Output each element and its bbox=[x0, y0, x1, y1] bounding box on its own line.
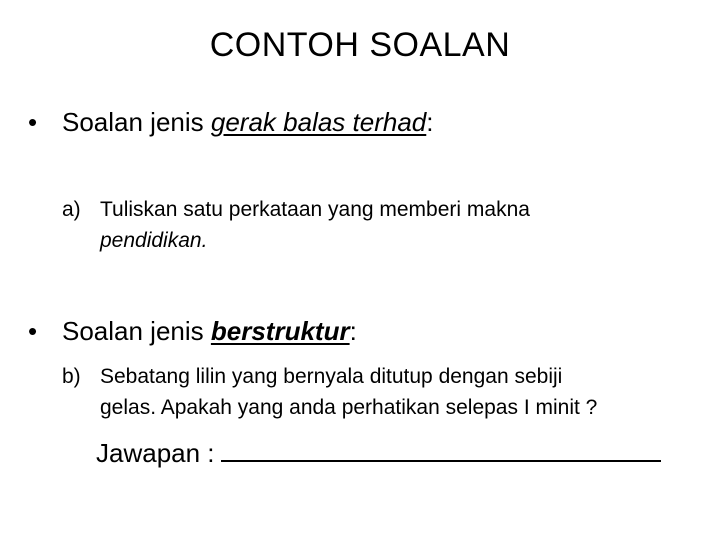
item-b-line-1: Sebatang lilin yang bernyala ditutup dengan sebiji bbox=[100, 365, 563, 388]
slide-title: CONTOH SOALAN bbox=[209, 26, 511, 64]
answer-label: Jawapan : bbox=[96, 438, 215, 468]
item-b-marker: b) bbox=[62, 365, 81, 388]
item-b-line-2: gelas. Apakah yang anda perhatikan selepas I minit ? bbox=[100, 396, 598, 419]
item-a-marker: a) bbox=[62, 198, 81, 221]
question-1-suffix: : bbox=[426, 107, 434, 137]
item-a-line-2: pendidikan. bbox=[100, 229, 208, 252]
answer-row bbox=[96, 436, 661, 469]
bullet-question-1 bbox=[28, 107, 434, 138]
question-2-term: berstruktur bbox=[210, 316, 350, 346]
question-2-suffix: : bbox=[349, 316, 357, 346]
question-1-term: gerak balas terhad bbox=[210, 107, 427, 137]
bullet-icon: • bbox=[28, 316, 38, 346]
item-b bbox=[62, 361, 702, 423]
bullet-icon: • bbox=[28, 107, 38, 137]
item-a-line-1: Tuliskan satu perkataan yang memberi makna bbox=[100, 198, 530, 221]
bullet-question-2 bbox=[28, 316, 357, 347]
answer-blank-line bbox=[221, 436, 661, 462]
question-1-prefix: Soalan jenis bbox=[62, 107, 211, 137]
item-a bbox=[62, 194, 652, 256]
question-2-prefix: Soalan jenis bbox=[62, 316, 211, 346]
